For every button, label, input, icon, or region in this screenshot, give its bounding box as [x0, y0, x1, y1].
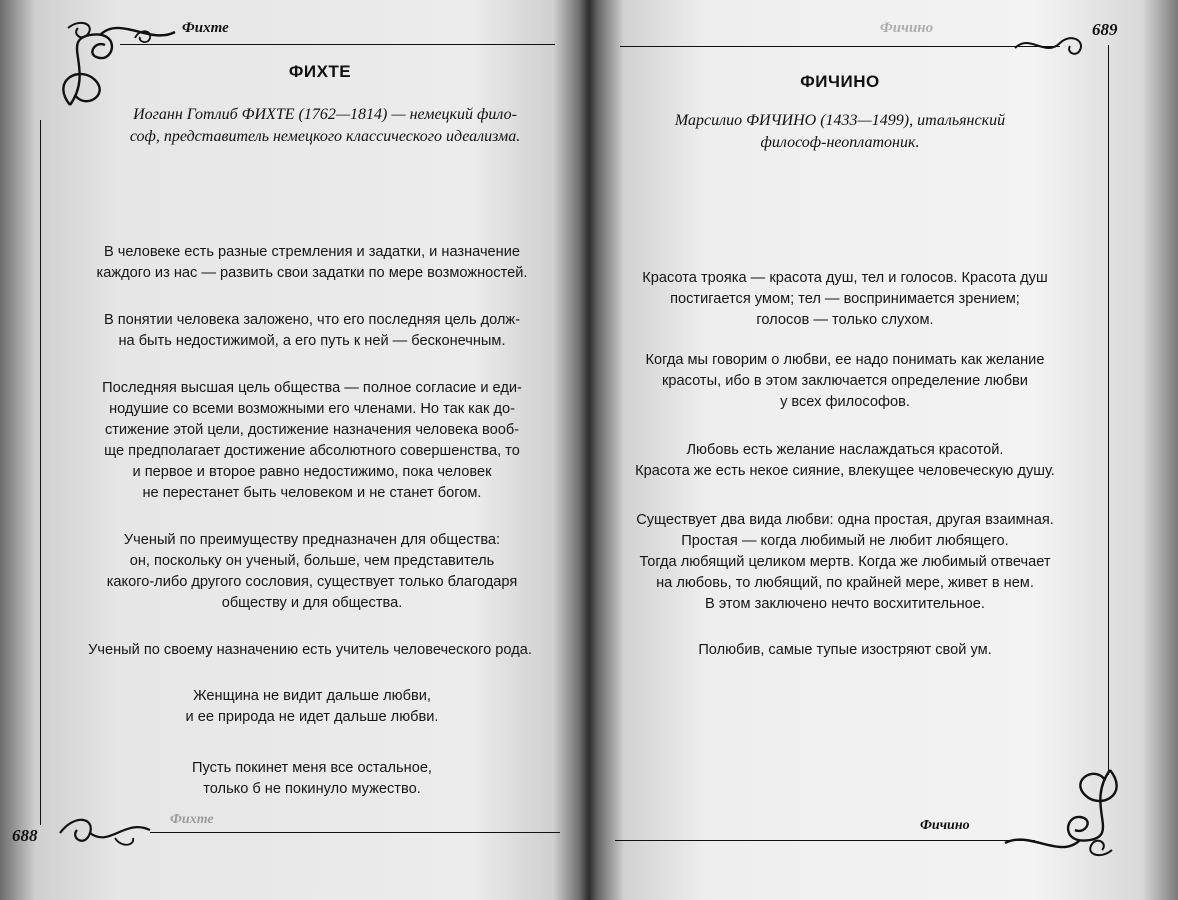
quote-line: Красота трояка — красота душ, тел и голосов. Красота душ — [642, 270, 1048, 286]
quote-line: голосов — только слухом. — [756, 312, 934, 328]
quote — [600, 350, 1090, 413]
quote-line: стижение этой цели, достижение назначения человека вооб- — [104, 422, 520, 438]
quote — [62, 530, 562, 614]
quote — [600, 640, 1090, 661]
corner-ornament-bottom-right — [1000, 760, 1140, 870]
quote-line: только б не покинуло мужество. — [203, 781, 421, 797]
author-heading: ФИХТЕ — [288, 62, 352, 81]
intro-line: Марсилио ФИЧИНО (1433—1499), итальянский — [674, 112, 1006, 129]
running-head: Фичино — [880, 20, 934, 36]
right-page — [590, 0, 1178, 900]
intro-line: философ-неоплатоник. — [760, 134, 920, 151]
running-head: Фихте — [182, 20, 229, 36]
quote-line: Простая — когда любимый не любит любящего. — [681, 533, 1009, 549]
intro-line: соф, представитель немецкого классического идеализма. — [129, 128, 521, 145]
quote-line: постигается умом; тел — воспринимается зрением; — [670, 291, 1020, 307]
quote-line: и первое и второе равно недостижимо, пока человек — [132, 464, 492, 480]
quote-line: Последняя высшая цель общества — полное согласие и еди- — [102, 380, 522, 396]
right-border-rule — [1108, 45, 1109, 775]
quote — [62, 242, 562, 284]
quote-line: Женщина не видит дальше любви, — [193, 688, 431, 704]
quote-line: он, поскольку он ученый, больше, чем представитель — [129, 553, 495, 569]
author-intro — [90, 104, 560, 148]
quote — [62, 758, 562, 800]
quote — [600, 268, 1090, 331]
header-rule — [120, 44, 555, 45]
quote-line: В человеке есть разные стремления и задатки, и назначение — [104, 244, 520, 260]
left-border-rule — [40, 120, 41, 825]
quote-line: В этом заключено нечто восхитительное. — [705, 596, 985, 612]
quote — [600, 440, 1090, 482]
quote-line: Ученый по своему назначению есть учитель человеческого рода. — [88, 642, 532, 658]
corner-ornament-bottom-left — [55, 808, 155, 858]
quote-line: Тогда любящий целиком мертв. Когда же любимый отвечает — [639, 554, 1051, 570]
footer-rule — [615, 840, 1035, 841]
quote-line: и ее природа не идет дальше любви. — [185, 709, 439, 725]
quote-line: у всех философов. — [780, 394, 910, 410]
quote-line: какого-либо другого сословия, существует только благодаря — [106, 574, 518, 590]
author-heading: ФИЧИНО — [800, 72, 880, 91]
quote-line: Красота же есть некое сияние, влекущее человеческую душу. — [635, 463, 1055, 479]
corner-ornament-top-right — [1010, 28, 1090, 68]
quote — [600, 510, 1090, 615]
quote-line: Когда мы говорим о любви, ее надо понимать как желание — [645, 352, 1045, 368]
quote — [62, 310, 562, 352]
quote-line: Полюбив, самые тупые изостряют свой ум. — [698, 642, 992, 658]
quote-line: на любовь, то любящий, по крайней мере, живет в нем. — [656, 575, 1034, 591]
quote-line: Существует два вида любви: одна простая, другая взаимная. — [636, 512, 1054, 528]
quote — [62, 686, 562, 728]
author-intro — [610, 110, 1070, 154]
quote-line: на быть недостижимой, а его путь к ней — бесконечным. — [118, 333, 506, 349]
quote-line: каждого из нас — развить свои задатки по мере возможностей. — [96, 265, 528, 281]
quote-line: Пусть покинет меня все остальное, — [192, 760, 432, 776]
quote-line: красоты, ибо в этом заключается определение любви — [662, 373, 1028, 389]
footer-running-title: Фичино — [920, 818, 970, 833]
footer-running-title: Фихте — [170, 812, 214, 827]
footer-rule — [150, 832, 560, 833]
quote-line: Ученый по преимуществу предназначен для общества: — [123, 532, 501, 548]
quote-line: не перестанет быть человеком и не станет богом. — [142, 485, 482, 501]
intro-line: Иоганн Готлиб ФИХТЕ (1762—1814) — немецкий фило- — [133, 106, 517, 123]
header-rule — [620, 46, 1060, 47]
quote-line: ще предполагает достижение абсолютного совершенства, то — [104, 443, 520, 459]
quote — [50, 640, 570, 661]
quote-line: В понятии человека заложено, что его последняя цель долж- — [103, 312, 521, 328]
quote — [62, 378, 562, 504]
quote-line: обществу и для общества. — [221, 595, 403, 611]
quote-line: Любовь есть желание наслаждаться красотой. — [686, 442, 1004, 458]
quote-line: нодушие со всеми возможными его членами. Но так как до- — [109, 401, 515, 417]
page-number: 688 — [12, 826, 38, 845]
page-number: 689 — [1092, 20, 1118, 39]
